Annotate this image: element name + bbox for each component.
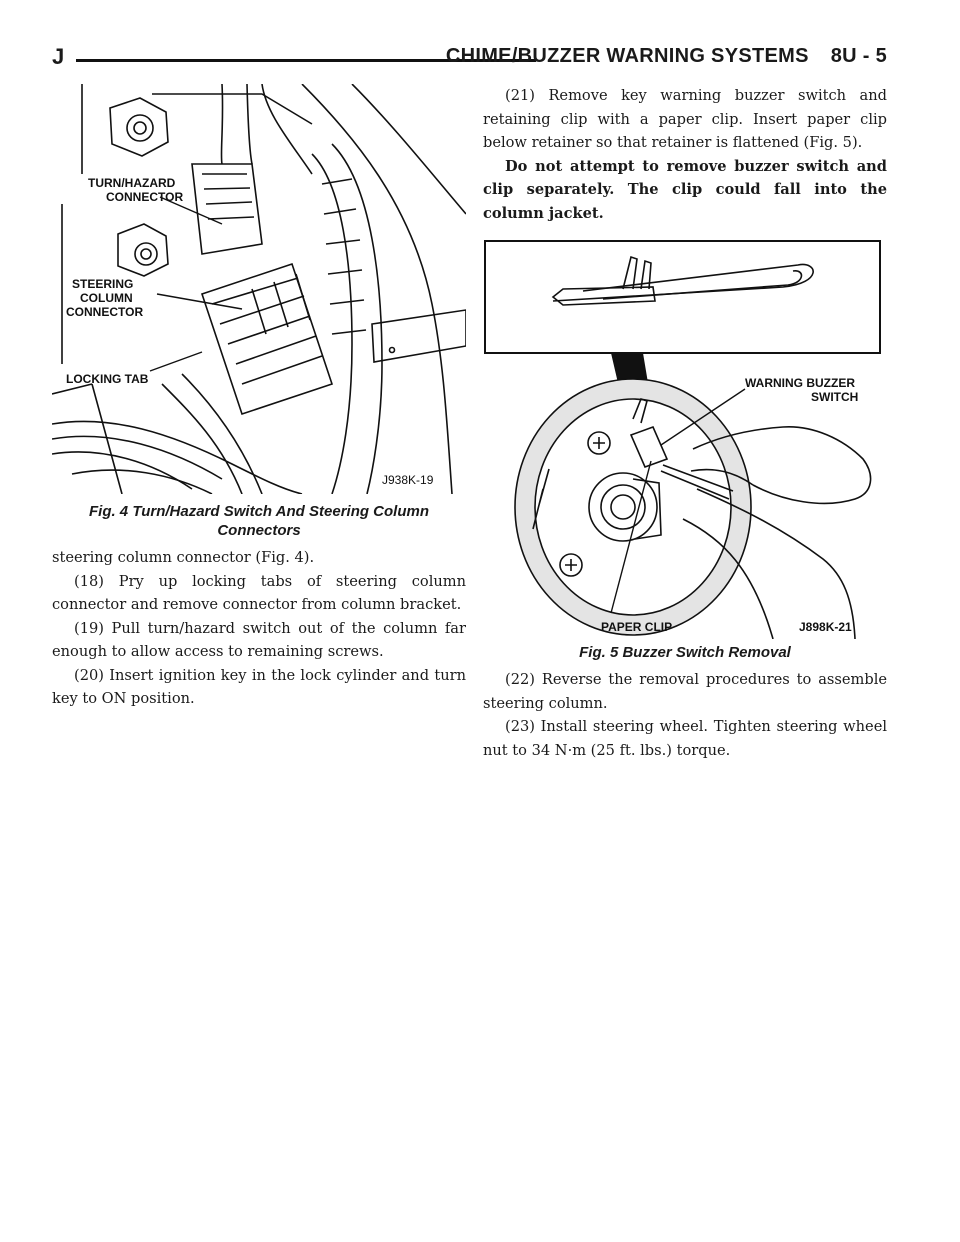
header-title [446, 45, 887, 68]
step-22: (22) Reverse the removal procedures to assemble steering column. [483, 671, 887, 712]
fig5-figure-code: J898K-21 [799, 620, 852, 634]
header-title-text: CHIME/BUZZER WARNING SYSTEMS [445, 45, 809, 67]
figure-5-illustration [483, 239, 883, 639]
step-23: (23) Install steering wheel. Tighten steering wheel nut to 34 N·m (25 ft. lbs.) torque. [483, 718, 887, 759]
fig4-label-steering: STEERING [72, 277, 134, 291]
right-column [483, 84, 887, 762]
figure-4-caption [52, 502, 466, 540]
step-18: (18) Pry up locking tabs of steering column connector and remove connector from column bracket. [52, 572, 466, 613]
header-section-number: 8U - 5 [830, 45, 887, 67]
figure-4-caption-line-1: Fig. 4 Turn/Hazard Switch And Steering Column [88, 503, 430, 520]
step-20: (20) Insert ignition key in the lock cylinder and turn key to ON position. [52, 666, 466, 707]
fig5-label-paper-clip: PAPER CLIP [601, 620, 673, 634]
fig5-label-switch: SWITCH [811, 390, 859, 404]
fig5-label-warning-buzzer: WARNING BUZZER [745, 376, 855, 390]
buzzer-switch-line-art [483, 239, 883, 639]
fig4-label-locking-tab: LOCKING TAB [66, 372, 149, 386]
fig4-label-turn-hazard: TURN/HAZARD [88, 176, 176, 190]
figure-5-caption: Fig. 5 Buzzer Switch Removal [579, 644, 791, 661]
figure-4-illustration [52, 84, 466, 494]
fig4-label-turn-hazard-connector: CONNECTOR [106, 190, 184, 204]
left-column [52, 84, 466, 711]
left-paragraph-continuation: steering column connector (Fig. 4). [52, 549, 315, 566]
step-21: (21) Remove key warning buzzer switch and retaining clip with a paper clip. Insert paper clip below retainer so that retainer is flattened (Fig. 5). [483, 87, 887, 151]
header-letter: J [52, 44, 65, 69]
step-19: (19) Pull turn/hazard switch out of the column far enough to allow access to remaining screws. [52, 619, 466, 660]
figure-4-caption-line-2: Connectors [217, 522, 301, 539]
fig4-label-column-connector: CONNECTOR [66, 305, 144, 319]
connector-line-art [52, 84, 466, 494]
fig4-label-column: COLUMN [80, 291, 133, 305]
warning-note: Do not attempt to remove buzzer switch and clip separately. The clip could fall into the column jacket. [483, 157, 887, 222]
page-header [52, 44, 887, 74]
fig4-figure-code: J938K-19 [382, 473, 434, 487]
